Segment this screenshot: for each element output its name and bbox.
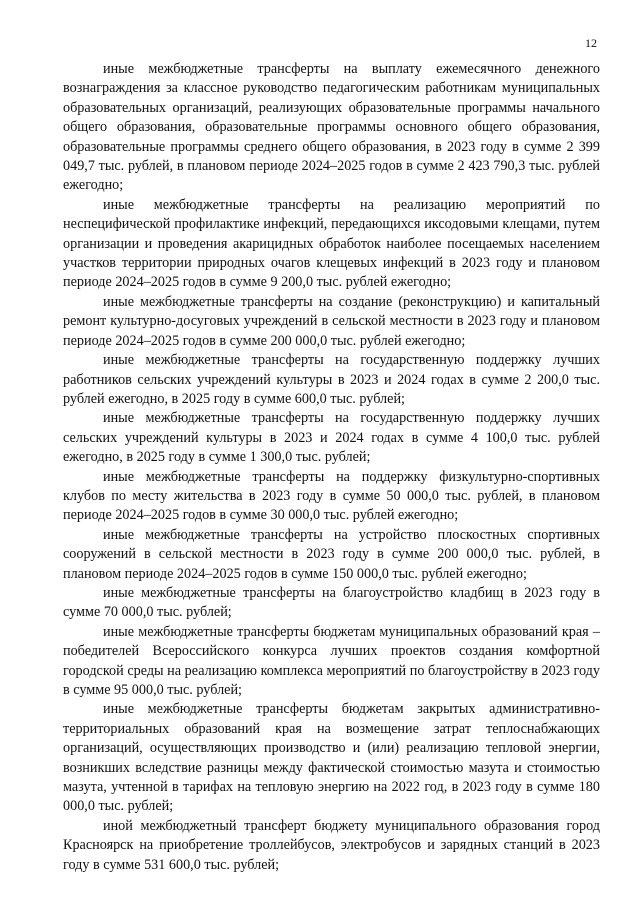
paragraph-3: иные межбюджетные трансферты на создание (реконструкцию) и капитальный ремонт культурно-досуговых учреждений в сельской местности в 2023 году и плановом периоде 2024–2025 годов в сумме 200 000,0 тыс. рублей ежегодно; [63, 293, 600, 349]
paragraph-4: иные межбюджетные трансферты на государственную поддержку лучших работников сельских учреждений культуры в 2023 и 2024 годах в сумме 2 200,0 тыс. рублей ежегодно, в 2025 году в сумме 600,0 тыс. рублей; [63, 352, 600, 407]
paragraph-6: иные межбюджетные трансферты на поддержку физкультурно-спортивных клубов по месту жительства в 2023 году в сумме 50 000,0 тыс. рублей, в плановом периоде 2024–2025 годов в сумме 30 000,0 тыс. рублей ежегодно; [63, 468, 600, 524]
paragraph-5: иные межбюджетные трансферты на государственную поддержку лучших сельских учреждений культуры в 2023 и 2024 годах в сумме 4 100,0 тыс. рублей ежегодно, в 2025 году в сумме 1 300,0 тыс. рублей; [63, 410, 600, 466]
paragraph-11: иной межбюджетный трансферт бюджету муниципального образования город Красноярск на приобретение троллейбусов, электробусов и зарядных станций в 2023 году в сумме 531 600,0 тыс. рублей; [63, 817, 600, 873]
paragraph-7: иные межбюджетные трансферты на устройство плоскостных спортивных сооружений в сельской местности в 2023 году в сумме 200 000,0 тыс. рублей, в плановом периоде 2024–2025 годов в сумме 150 000,0 тыс. рублей ежегодно; [63, 526, 600, 582]
paragraph-1: иные межбюджетные трансферты на выплату ежемесячного денежного вознаграждения за классное руководство педагогическим работникам муниципальных образовательных организаций, реализующих образовательные программы начального общего образования, образовательные программы основного общего образования, образовательные программы среднего общего образования, в 2023 году в сумме 2 399 049,7 тыс. рублей, в плановом периоде 2024–2025 годов в сумме 2 423 790,3 тыс. рублей ежегодно; [63, 61, 600, 194]
page-number: 12 [585, 36, 597, 50]
paragraph-2: иные межбюджетные трансферты на реализацию мероприятий по неспецифической профилактике инфекций, передающихся иксодовыми клещами, путем организации и проведения акарицидных обработок наиболее посещаемых населением участков территории природных очагов клещевых инфекций в 2023 году и плановом периоде 2024–2025 годов в сумме 9 200,0 тыс. рублей ежегодно; [63, 196, 600, 291]
paragraph-10: иные межбюджетные трансферты бюджетам закрытых административно-территориальных образований края на возмещение затрат теплоснабжающих организаций, осуществляющих производство и (или) реализацию тепловой энергии, возникших вследствие разницы между фактической стоимостью мазута и стоимостью мазута, учтенной в тарифах на тепловую энергию на 2022 год, в 2023 году в сумме 180 000,0 тыс. рублей; [63, 701, 600, 815]
paragraph-9: иные межбюджетные трансферты бюджетам муниципальных образований края – победителей Всероссийского конкурса лучших проектов создания комфортной городской среды на реализацию комплекса мероприятий по благоустройству в 2023 году в сумме 95 000,0 тыс. рублей; [63, 623, 600, 698]
paragraph-8: иные межбюджетные трансферты на благоустройство кладбищ в 2023 году в сумме 70 000,0 тыс. рублей; [63, 584, 600, 621]
